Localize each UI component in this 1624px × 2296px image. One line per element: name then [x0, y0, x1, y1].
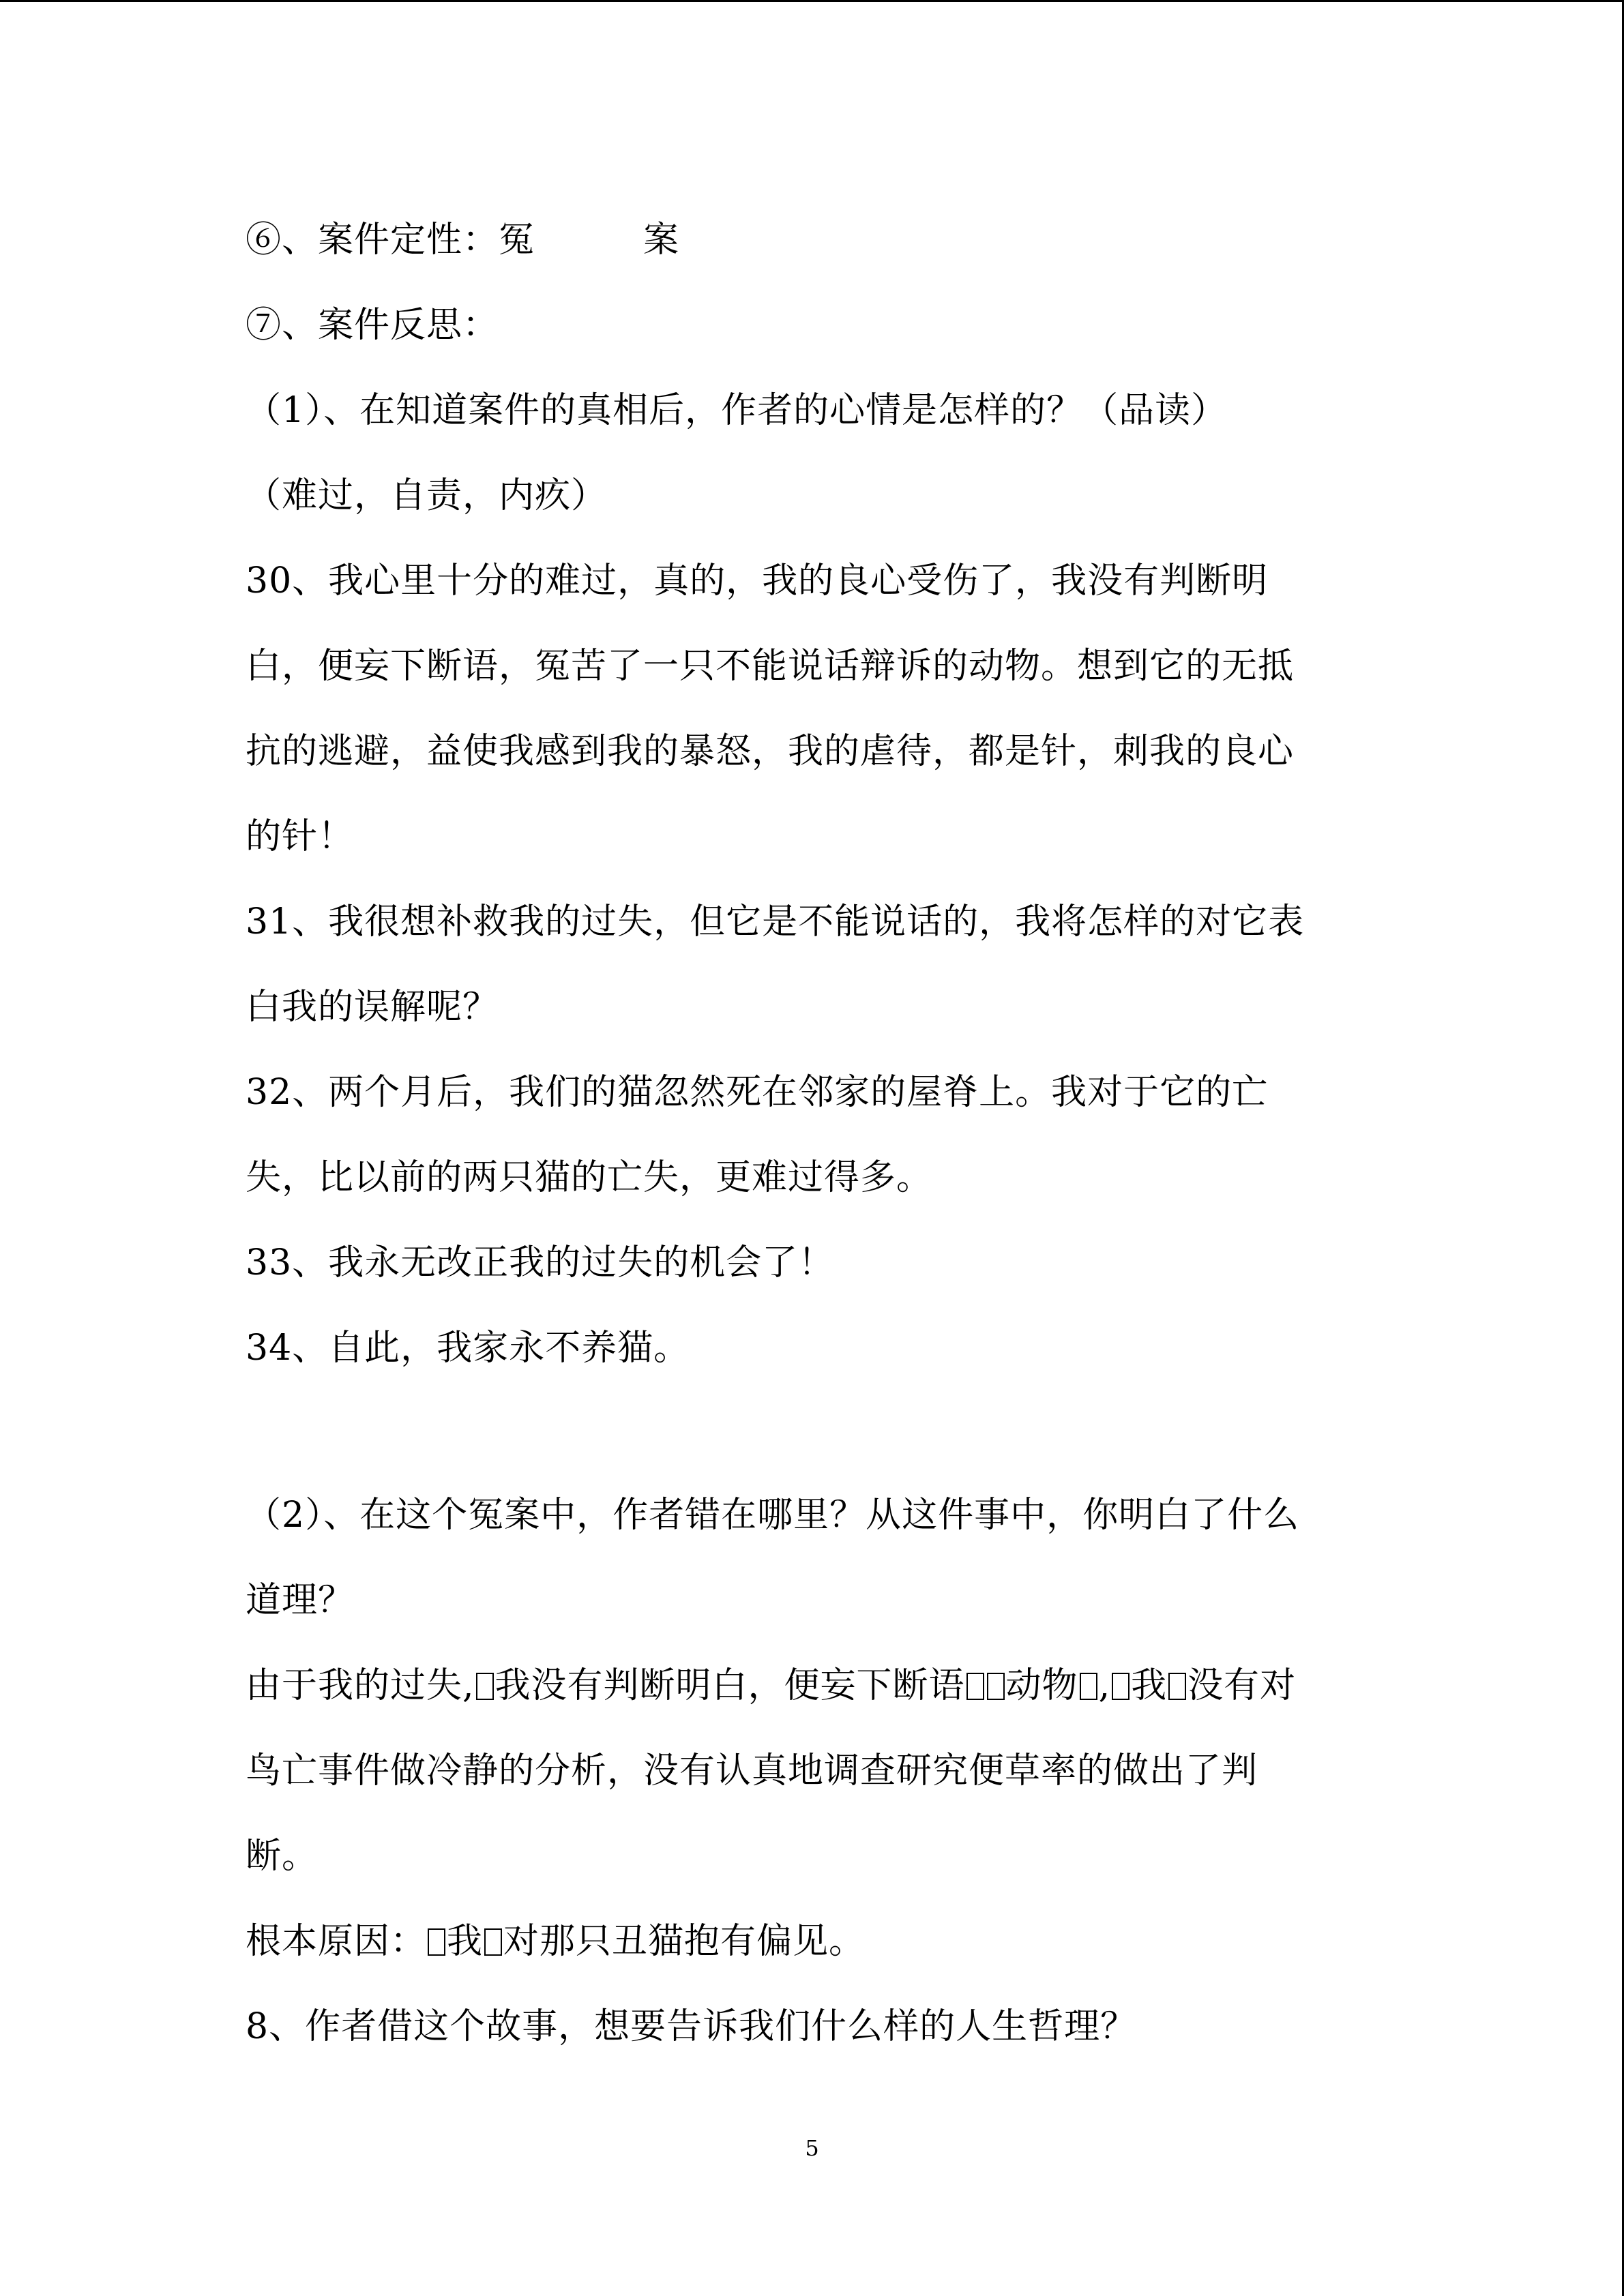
paragraph-30-line-1: 30、我心里十分的难过，真的，我的良心受伤了，我没有判断明 [246, 561, 1269, 601]
answer-2-line-3: 断。 [246, 1836, 319, 1877]
missing-glyph-box [476, 1673, 494, 1700]
missing-glyph-box [1168, 1673, 1186, 1700]
question-2-line-1: （2）、在这个冤案中，作者错在哪里？从这件事中，你明白了什么 [246, 1495, 1300, 1536]
case-reflection-heading: ⑦、案件反思： [246, 305, 499, 346]
root-cause-line [246, 1921, 865, 1962]
paragraph-31-line-2: 白我的误解呢？ [246, 987, 499, 1028]
page-top-border [0, 0, 1624, 2]
missing-glyph-box [484, 1928, 502, 1956]
root-cause-text: 我 [447, 1921, 484, 1962]
answer-2-line-1 [246, 1665, 1296, 1706]
answer-text: , [1098, 1665, 1111, 1706]
missing-glyph-box [1080, 1673, 1097, 1700]
answer-text: 动物 [1005, 1665, 1078, 1706]
answer-2-line-2: 鸟亡事件做冷静的分析，没有认真地调查研究便草率的做出了判 [246, 1750, 1258, 1791]
paragraph-34-line: 34、自此，我家永不养猫。 [246, 1328, 690, 1369]
page-number: 5 [805, 2135, 819, 2161]
paragraph-30-line-4: 的针！ [246, 816, 355, 857]
root-cause-text: 对那只丑猫抱有偏见。 [503, 1921, 866, 1962]
paragraph-32-line-2: 失，比以前的两只猫的亡失，更难过得多。 [246, 1157, 933, 1198]
case-nature-line: ⑥、案件定性：冤 案 [246, 220, 680, 260]
question-1-line: （1）、在知道案件的真相后，作者的心情是怎样的？（品读） [246, 390, 1228, 431]
paragraph-32-line-1: 32、两个月后，我们的猫忽然死在邻家的屋脊上。我对于它的亡 [246, 1072, 1269, 1113]
answer-text: 由于我的过失, [246, 1665, 475, 1706]
answer-1-line: （难过，自责，内疚） [246, 475, 608, 516]
question-2-line-2: 道理？ [246, 1580, 355, 1621]
question-8-line: 8、作者借这个故事，想要告诉我们什么样的人生哲理？ [246, 2006, 1137, 2047]
missing-glyph-box [428, 1928, 445, 1956]
missing-glyph-box [1112, 1673, 1130, 1700]
root-cause-label: 根本原因： [246, 1921, 427, 1962]
answer-text: 我 [1131, 1665, 1168, 1706]
paragraph-31-line-1: 31、我很想补救我的过失，但它是不能说话的，我将怎样的对它表 [246, 901, 1305, 942]
missing-glyph-box [966, 1673, 984, 1700]
paragraph-30-line-3: 抗的逃避，益使我感到我的暴怒，我的虐待，都是针，刺我的良心 [246, 731, 1295, 772]
answer-text: 我没有判断明白，便妄下断语 [494, 1665, 965, 1706]
answer-text: 没有对 [1187, 1665, 1297, 1706]
missing-glyph-box [987, 1673, 1005, 1700]
paragraph-33-line: 33、我永无改正我的过失的机会了！ [246, 1242, 835, 1283]
paragraph-30-line-2: 白，便妄下断语，冤苦了一只不能说话辩诉的动物。想到它的无抵 [246, 646, 1295, 687]
